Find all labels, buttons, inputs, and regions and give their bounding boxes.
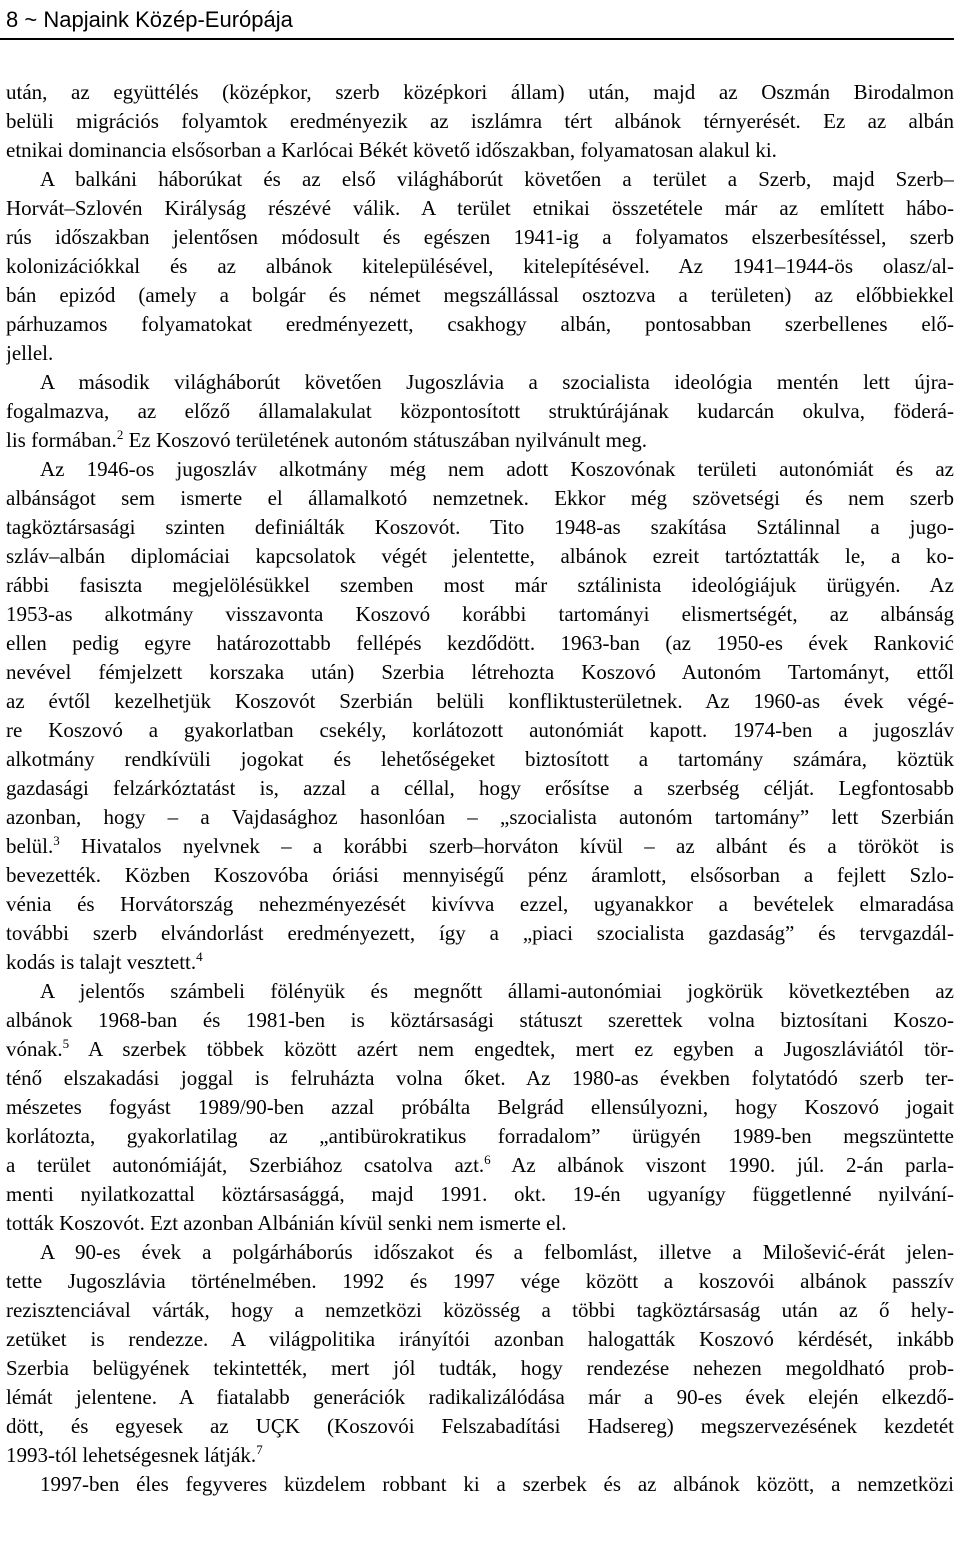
text-line <box>6 1441 954 1470</box>
text-line <box>6 1412 954 1441</box>
text-line-content: dött, és egyesek az UÇK (Koszovói Felszabadítási Hadsereg) megszervezésének kezdetét <box>6 1414 954 1438</box>
text-line <box>6 1238 954 1267</box>
text-line-content: bevezették. Közben Koszovóba óriási mennyiségű pénz áramlott, elsősorban a fejlett Szlo- <box>6 863 954 887</box>
text-line-content: kolonizációkkal és az albánok kitelepülésével, kitelepítésével. Az 1941–1944-ös olasz/al- <box>6 254 954 278</box>
text-line <box>6 426 954 455</box>
running-title: Napjaink Közép-Európája <box>43 7 293 32</box>
text-line-content: azonban, hogy – a Vajdasághoz hasonlóan – „szocialista autonóm tartomány” lett Szerbián <box>6 805 954 829</box>
text-line-content: rús időszakban jelentősen módosult és egészen 1941-ig a folyamatos elszerbesítéssel, szerb <box>6 225 954 249</box>
text-line-content: után, az együttélés (középkor, szerb középkori állam) után, majd az Oszmán Birodalmon <box>6 80 954 104</box>
text-line <box>6 1470 954 1499</box>
text-line <box>6 1180 954 1209</box>
text-line-content: Horvát–Szlovén Királyság részévé válik. A terület etnikai összetétele már az említett hábo- <box>6 196 954 220</box>
text-line-content: párhuzamos folyamatokat eredményezett, csakhogy albán, pontosabban szerbellenes elő- <box>6 312 954 336</box>
text-line-content: A 90-es évek a polgárháborús időszakot és a felbomlást, illetve a Milošević-érát jelen- <box>40 1240 954 1264</box>
text-line <box>6 948 954 977</box>
text-line <box>6 890 954 919</box>
text-line-content: korlátozta, gyakorlatilag az „antibürokratikus forradalom” ürügyén 1989-ben megszüntette <box>6 1124 954 1148</box>
text-line-content: alkotmány rendkívüli jogokat és lehetőségeket biztosított a tartomány számára, köztük <box>6 747 954 771</box>
body-text <box>6 78 954 1499</box>
text-line-content: szláv–albán diplomáciai kapcsolatok végét jelentette, albánok ezreit tartóztatták le, a ko- <box>6 544 954 568</box>
header-separator: ~ <box>24 7 38 32</box>
text-line-content: Szerbia belügyének tekintették, mert jól tudták, hogy rendezése nehezen megoldható prob- <box>6 1356 954 1380</box>
text-line-content: ténő elszakadási joggal is felruházta volna őket. Az 1980-as években folytatódó szerb ter- <box>6 1066 954 1090</box>
text-line-content: vénia és Horvátország nehezményezését kivívva ezzel, ugyanakkor a bevételek elmaradása <box>6 892 954 916</box>
text-line <box>6 977 954 1006</box>
text-line-continuation: A szerbek többek között azért nem engedtek, mert ez egyben a Jugoszláviától tör- <box>69 1037 954 1061</box>
text-line <box>6 745 954 774</box>
text-line <box>6 513 954 542</box>
text-line-content: belül. <box>6 834 54 858</box>
text-line-content: további szerb elvándorlást eredményezett, így a „piaci szocialista gazdaság” és tervgazdál- <box>6 921 954 945</box>
text-line-content: lémát jelentene. A fiatalabb generációk radikalizálódása már a 90-es évek elején elkezdő- <box>6 1385 954 1409</box>
text-line <box>6 455 954 484</box>
text-line <box>6 629 954 658</box>
text-line <box>6 1209 954 1238</box>
footnote-marker: 7 <box>256 1442 263 1457</box>
text-line-continuation: Az albánok viszont 1990. júl. 2-án parla- <box>490 1153 954 1177</box>
text-line <box>6 310 954 339</box>
text-line <box>6 1296 954 1325</box>
text-line <box>6 861 954 890</box>
text-line <box>6 658 954 687</box>
footnote-marker: 2 <box>116 427 124 442</box>
text-line-content: gazdasági felzárkóztatást is, azzal a céllal, hogy erősítse a szerbség célját. Legfontosabb <box>6 776 954 800</box>
text-line-content: fogalmazva, az előző államalakulat központosított struktúrájának kudarcán okulva, föderá- <box>6 399 954 423</box>
text-line-content: Az 1946-os jugoszláv alkotmány még nem adott Koszovónak területi autonómiát és az <box>40 457 954 481</box>
text-line-content: 1997-ben éles fegyveres küzdelem robbant ki a szerbek és az albánok között, a nemzetközi <box>40 1472 954 1496</box>
text-line-continuation: Hivatalos nyelvnek – a korábbi szerb–horváton kívül – az albánt és a törököt is <box>59 834 954 858</box>
text-line <box>6 136 954 165</box>
text-line <box>6 774 954 803</box>
text-line-content: lis formában. <box>6 428 117 452</box>
text-line <box>6 194 954 223</box>
text-line-content: kodás is talajt vesztett. <box>6 950 197 974</box>
text-line-content: tották Koszovót. Ezt azonban Albánián kívül senki nem ismerte el. <box>6 1211 567 1235</box>
text-line <box>6 484 954 513</box>
text-line <box>6 107 954 136</box>
text-line-content: 1993-tól lehetségesnek látják. <box>6 1443 257 1467</box>
text-line <box>6 252 954 281</box>
text-line-content: ellen pedig egyre határozottabb fellépés kezdődött. 1963-ban (az 1950-es évek Ranković <box>6 631 954 655</box>
text-line-content: bán epizód (amely a bolgár és német megszállással osztozva a területen) az előbbiekkel <box>6 283 954 307</box>
text-line <box>6 1035 954 1064</box>
footnote-marker: 5 <box>62 1036 70 1051</box>
footnote-marker: 4 <box>196 949 203 964</box>
text-line-content: etnikai dominancia elsősorban a Karlócai Békét követő időszakban, folyamatosan alakul ki. <box>6 138 777 162</box>
text-line-continuation: Ez Koszovó területének autonóm státuszában nyilvánult meg. <box>123 428 647 452</box>
running-header <box>0 0 954 40</box>
text-line <box>6 1006 954 1035</box>
text-line <box>6 687 954 716</box>
text-line-content: A második világháborút követően Jugoszlávia a szocialista ideológia mentén lett újra- <box>40 370 954 394</box>
text-line <box>6 542 954 571</box>
text-line <box>6 339 954 368</box>
text-line-content: zetüket is rendezze. A világpolitika irányítói azonban halogatták Koszovó kérdését, inkább <box>6 1327 954 1351</box>
text-line <box>6 78 954 107</box>
text-line <box>6 1064 954 1093</box>
text-line-content: rábbi fasiszta megjelölésükkel szemben most már sztálinista ideológiájuk ürügyén. Az <box>6 573 954 597</box>
footnote-marker: 3 <box>53 833 60 848</box>
text-line <box>6 1383 954 1412</box>
text-line-content: vónak. <box>6 1037 63 1061</box>
text-line <box>6 1325 954 1354</box>
page-number: 8 <box>6 7 19 32</box>
text-line <box>6 281 954 310</box>
text-line <box>6 832 954 861</box>
text-line-content: A balkáni háborúkat és az első világháborút követően a terület a Szerb, majd Szerb– <box>40 167 954 191</box>
text-line-content: a terület autonómiáját, Szerbiához csatolva azt. <box>6 1153 485 1177</box>
text-line <box>6 1267 954 1296</box>
text-line <box>6 1122 954 1151</box>
text-line-content: A jelentős számbeli fölényük és megnőtt állami-autonómiai jogkörük következtében az <box>40 979 954 1003</box>
text-line-content: tagköztársasági szinten definiálták Koszovót. Tito 1948-as szakítása Sztálinnal a jugo- <box>6 515 954 539</box>
text-line <box>6 919 954 948</box>
text-line <box>6 571 954 600</box>
text-line <box>6 223 954 252</box>
text-line-content: rezisztenciával várták, hogy a nemzetközi közösség a többi tagköztársaság után az ő hely- <box>6 1298 954 1322</box>
text-line-content: tette Jugoszlávia történelmében. 1992 és 1997 vége között a koszovói albánok passzív <box>6 1269 954 1293</box>
text-line-content: albánságot sem ismerte el államalkotó nemzetnek. Ekkor még szövetségi és nem szerb <box>6 486 954 510</box>
text-line-content: menti nyilatkozattal köztársasággá, majd 1991. okt. 19-én ugyanígy függetlenné nyilvání- <box>6 1182 954 1206</box>
text-line <box>6 397 954 426</box>
text-line <box>6 600 954 629</box>
text-line <box>6 1093 954 1122</box>
text-line <box>6 716 954 745</box>
text-line-content: mészetes fogyást 1989/90-ben azzal próbálta Belgrád ellensúlyozni, hogy Koszovó jogait <box>6 1095 954 1119</box>
text-line-content: az évtől kezelhetjük Koszovót Szerbián belüli konfliktusterületnek. Az 1960-as évek végé- <box>6 689 954 713</box>
footnote-marker: 6 <box>484 1152 491 1167</box>
text-line-content: 1953-as alkotmány visszavonta Koszovó korábbi tartományi elismertségét, az albánság <box>6 602 954 626</box>
text-line <box>6 368 954 397</box>
text-line-content: re Koszovó a gyakorlatban csekély, korlátozott autonómiát kapott. 1974-ben a jugoszláv <box>6 718 954 742</box>
text-line <box>6 165 954 194</box>
text-line-content: belüli migrációs folyamtok eredményezik az iszlámra tért albánok térnyerését. Ez az albán <box>6 109 954 133</box>
text-line-content: nevével fémjelzett korszaka után) Szerbia létrehozta Koszovó Autonóm Tartományt, ettől <box>6 660 954 684</box>
text-line-content: jellel. <box>6 341 54 365</box>
text-line-content: albánok 1968-ban és 1981-ben is köztársasági státuszt szerettek volna biztosítani Koszo- <box>6 1008 954 1032</box>
text-line <box>6 1354 954 1383</box>
text-line <box>6 1151 954 1180</box>
text-line <box>6 803 954 832</box>
